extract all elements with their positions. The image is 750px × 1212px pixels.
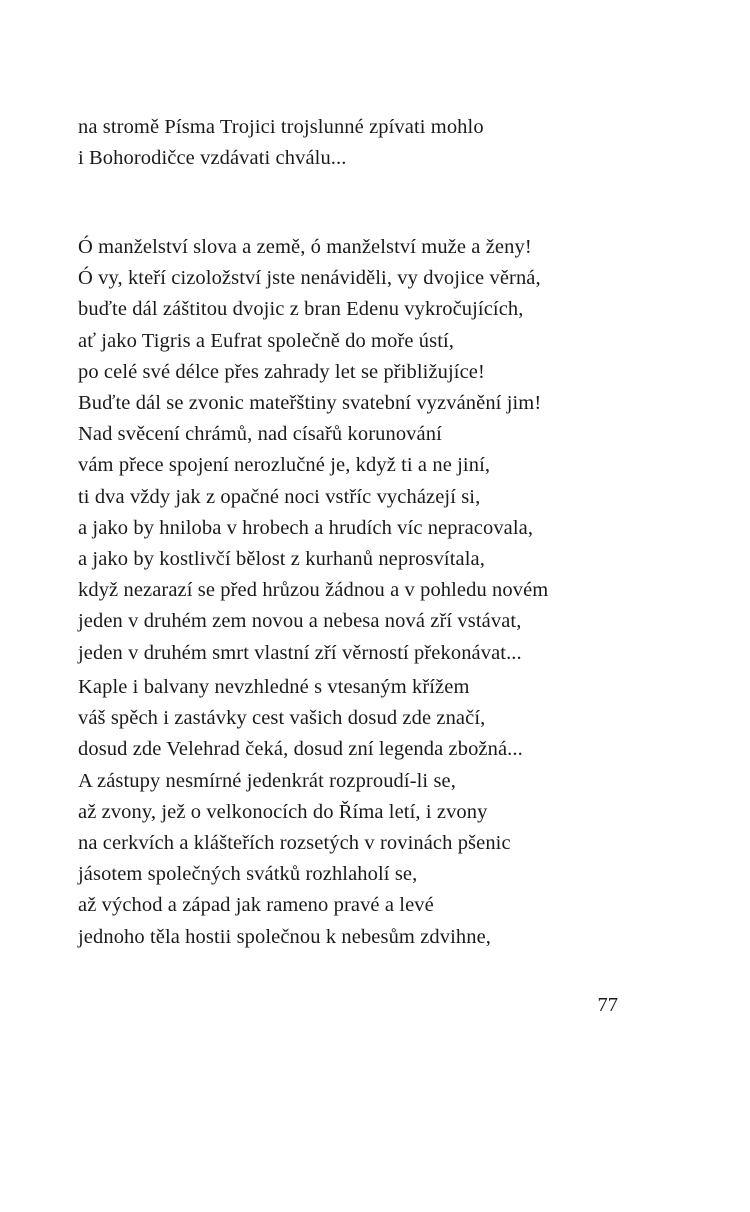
verse-line: po celé své délce přes zahrady let se přibližujíce! — [78, 360, 485, 383]
verse-line: jeden v druhém smrt vlastní zří věrností překonávat... — [78, 641, 522, 664]
verse-line: na cerkvích a klášteřích rozsetých v rovinách pšenic — [78, 832, 511, 855]
verse-line: Ó vy, kteří cizoložství jste nenáviděli, vy dvojice věrná, — [78, 267, 541, 290]
verse-line: a jako by hniloba v hrobech a hrudích víc nepracovala, — [78, 516, 534, 539]
verse-line: Kaple i balvany nevzhledné s vtesaným křížem — [78, 676, 470, 698]
verse-line: jeden v druhém zem novou a nebesa nová zří vstávat, — [78, 610, 522, 633]
page-number: 77 — [597, 994, 618, 1016]
verse-line: buďte dál záštitou dvojic z bran Edenu vykročujících, — [78, 298, 524, 321]
stanza-1 — [78, 112, 484, 174]
verse-line: Buďte dál se zvonic mateřštiny svatební vyzvánění jim! — [78, 392, 542, 415]
stanza-3 — [78, 672, 523, 953]
verse-line: A zástupy nesmírné jedenkrát rozproudí-li se, — [78, 769, 456, 792]
verse-line: až zvony, jež o velkonocích do Říma letí, i zvony — [78, 800, 488, 823]
verse-line: a jako by kostlivčí bělost z kurhanů neprosvítala, — [78, 548, 485, 571]
verse-line: váš spěch i zastávky cest vašich dosud zde značí, — [78, 707, 486, 730]
verse-line: ti dva vždy jak z opačné noci vstříc vycházejí si, — [78, 485, 481, 508]
verse-line: na stromě Písma Trojici trojslunné zpívati mohlo — [78, 116, 484, 138]
stanza-2 — [78, 232, 548, 669]
verse-line: když nezarazí se před hrůzou žádnou a v pohledu novém — [78, 579, 549, 602]
verse-line: vám přece spojení nerozlučné je, když ti a ne jiní, — [78, 454, 491, 477]
verse-line: Ó manželství slova a země, ó manželství muže a ženy! — [78, 236, 532, 258]
verse-line: ať jako Tigris a Eufrat společně do moře ústí, — [78, 329, 455, 352]
verse-line: jednoho těla hostii společnou k nebesům zdvihne, — [78, 925, 492, 948]
verse-line: až východ a západ jak rameno pravé a levé — [78, 894, 434, 917]
verse-line: jásotem společných svátků rozhlaholí se, — [78, 863, 418, 886]
verse-line: Nad svěcení chrámů, nad císařů korunování — [78, 423, 442, 446]
verse-line: i Bohorodičce vzdávati chválu... — [78, 147, 347, 170]
verse-line: dosud zde Velehrad čeká, dosud zní legenda zbožná... — [78, 738, 523, 761]
